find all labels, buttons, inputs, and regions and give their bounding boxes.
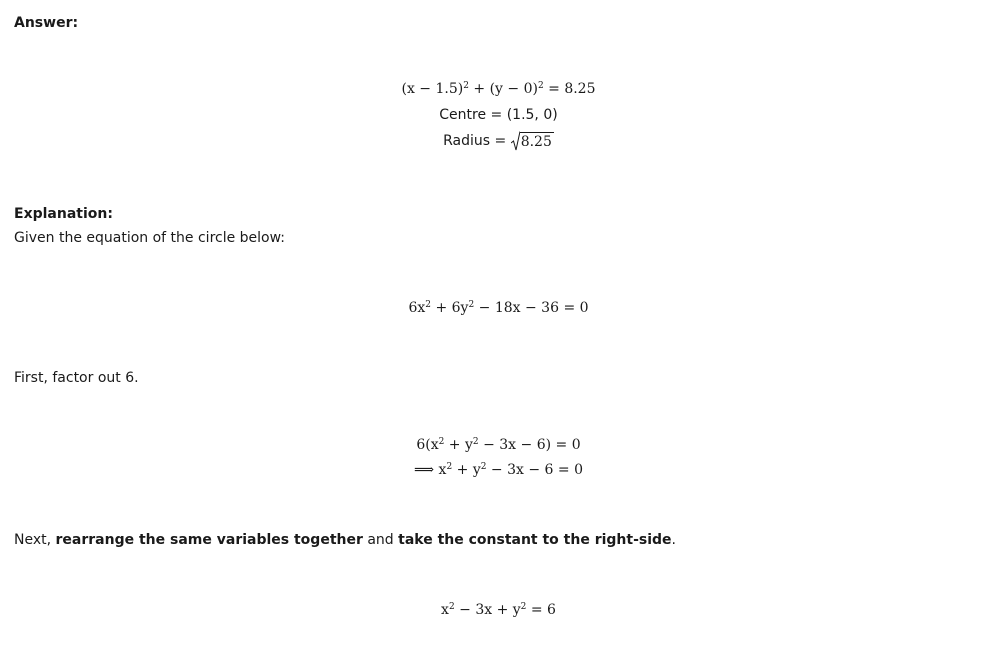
radius-label: Radius = [443,133,511,149]
simplified-equation: ⟹ $x^2 + y^2 - 3x - 6 = 0$ [414,462,583,478]
step-factor-text: First, factor out 6. [14,370,139,386]
radical-sign-icon [511,131,520,151]
answer-equation: $(x - 1.5)^2 + (y - 0)^2 = 8.25$ [401,81,596,97]
square-root [511,131,554,151]
answer-heading: Answer: [14,15,79,31]
centre-text: Centre = (1.5, 0) [439,107,558,123]
explanation-heading: Explanation: [14,206,113,222]
circle-equation: $6x^2 + 6y^2 - 18x - 36 = 0$ [408,300,589,316]
step-rearrange-text: Next, rearrange the same variables together and take the constant to the right-side. [14,532,676,548]
radius-value: 8.25 [520,133,552,150]
radius-text [0,131,997,151]
implies-arrow-icon: ⟹ [414,462,439,478]
rearranged-equation: $x^2 - 3x + y^2 = 6$ [441,602,556,618]
factored-equation: $6(x^2 + y^2 - 3x - 6) = 0$ [416,437,581,453]
intro-text: Given the equation of the circle below: [14,230,286,246]
